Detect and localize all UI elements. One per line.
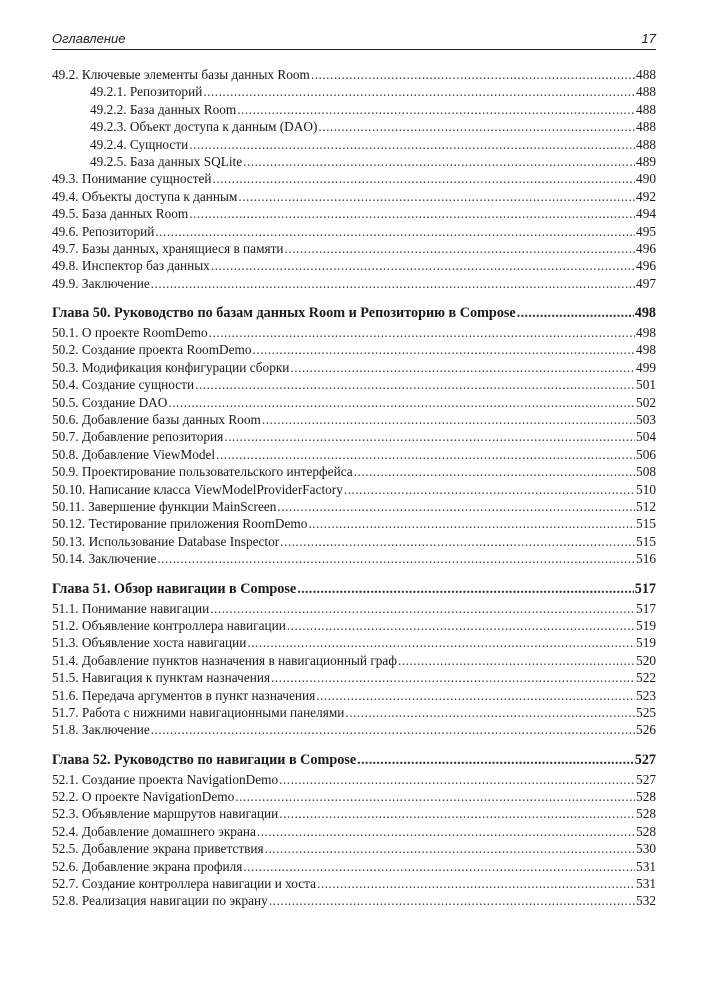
toc-entry-page-number: 494 [636, 206, 656, 222]
toc-entry-title: 51.7. Работа с нижними навигационными панелями [52, 704, 345, 720]
toc-entry-page-number: 532 [636, 893, 656, 909]
toc-entry[interactable] [52, 275, 656, 292]
toc-entry-page-number: 531 [636, 876, 656, 892]
dot-leader [357, 750, 634, 770]
toc-entry-title: 52.4. Добавление домашнего экрана [52, 823, 256, 839]
dot-leader [151, 721, 635, 738]
running-header [52, 29, 656, 50]
toc-entry-title: 50.13. Использование Database Inspector [52, 533, 280, 549]
toc-entry[interactable] [52, 600, 656, 617]
dot-leader [311, 66, 635, 83]
dot-leader [344, 481, 635, 498]
toc-entry-title: 49.9. Заключение [52, 275, 150, 291]
toc-entry[interactable] [52, 805, 656, 822]
dot-leader [277, 498, 635, 515]
dot-leader [253, 341, 636, 358]
toc-entry[interactable] [52, 170, 656, 187]
toc-entry[interactable] [52, 66, 656, 83]
toc-entry[interactable] [52, 498, 656, 515]
dot-leader [318, 118, 635, 135]
dot-leader [265, 840, 635, 857]
toc-entry-page-number: 515 [636, 516, 656, 532]
dot-leader [354, 463, 635, 480]
toc-entry-title: Глава 52. Руководство по навигации в Compose [52, 751, 357, 768]
toc-entry[interactable] [52, 394, 656, 411]
toc-entry-title: 49.2.4. Сущности [90, 136, 189, 152]
toc-entry[interactable] [52, 341, 656, 358]
toc-entry-title: 51.1. Понимание навигации [52, 600, 210, 616]
dot-leader [262, 411, 635, 428]
toc-entry-title: 51.4. Добавление пунктов назначения в навигационный граф [52, 652, 397, 668]
toc-entry-title: 50.8. Добавление ViewModel [52, 446, 216, 462]
toc-entry-title: 50.7. Добавление репозитория [52, 429, 224, 445]
dot-leader [224, 428, 635, 445]
toc-entry-page-number: 497 [636, 275, 656, 291]
dot-leader [195, 376, 635, 393]
toc-entry-page-number: 499 [636, 359, 656, 375]
toc-entry-page-number: 488 [636, 101, 656, 117]
toc-entry-page-number: 498 [636, 342, 656, 358]
header-section-title: Оглавление [52, 31, 126, 46]
toc-entry-title: 51.8. Заключение [52, 722, 150, 738]
toc-entry-title: 49.2.5. База данных SQLite [90, 153, 243, 169]
toc-entry-title: 50.10. Написание класса ViewModelProviderFactory [52, 481, 343, 497]
toc-entry-title: 51.6. Передача аргументов в пункт назначения [52, 687, 316, 703]
toc-entry[interactable] [52, 634, 656, 651]
toc-entry[interactable] [52, 771, 656, 788]
toc-entry[interactable] [52, 153, 656, 170]
dot-leader [189, 205, 635, 222]
toc-entry-title: 52.7. Создание контроллера навигации и хоста [52, 876, 317, 892]
toc-entry[interactable] [52, 788, 656, 805]
toc-entry-page-number: 517 [634, 580, 656, 597]
dot-leader [279, 805, 635, 822]
dot-leader [213, 170, 636, 187]
dot-leader [210, 600, 635, 617]
toc-entry[interactable] [52, 550, 656, 567]
dot-leader [157, 550, 635, 567]
dot-leader [287, 617, 635, 634]
toc-entry[interactable] [52, 223, 656, 240]
dot-leader [209, 324, 635, 341]
dot-leader [216, 446, 635, 463]
toc-entry[interactable] [52, 617, 656, 634]
dot-leader [235, 788, 635, 805]
toc-entry-page-number: 506 [636, 446, 656, 462]
toc-entry[interactable] [52, 652, 656, 669]
toc-entry-title: Глава 51. Обзор навигации в Compose [52, 580, 297, 597]
toc-entry-page-number: 504 [636, 429, 656, 445]
toc-entry-page-number: 489 [636, 153, 656, 169]
toc-entry-title: 52.3. Объявление маршрутов навигации [52, 806, 279, 822]
dot-leader [517, 303, 634, 323]
toc-entry-page-number: 523 [636, 687, 656, 703]
toc-entry[interactable] [52, 669, 656, 686]
dot-leader [316, 687, 635, 704]
toc-entry[interactable] [52, 687, 656, 704]
dot-leader [280, 533, 635, 550]
dot-leader [247, 634, 635, 651]
toc-entry-page-number: 503 [636, 412, 656, 428]
toc-chapter-entry[interactable] [52, 579, 656, 599]
dot-leader [271, 669, 635, 686]
toc-entry[interactable] [52, 359, 656, 376]
toc-chapter-entry[interactable] [52, 750, 656, 770]
dot-leader [285, 240, 636, 257]
toc-entry-title: 49.4. Объекты доступа к данным [52, 188, 238, 204]
toc-entry[interactable] [52, 118, 656, 135]
toc-entry-title: 51.5. Навигация к пунктам назначения [52, 670, 271, 686]
toc-entry-page-number: 527 [634, 751, 656, 768]
toc-entry[interactable] [52, 205, 656, 222]
toc-entry-page-number: 515 [636, 533, 656, 549]
toc-entry[interactable] [52, 858, 656, 875]
toc-entry-page-number: 488 [636, 136, 656, 152]
toc-entry[interactable] [52, 376, 656, 393]
toc-entry-title: 52.5. Добавление экрана приветствия [52, 841, 264, 857]
dot-leader [269, 892, 635, 909]
dot-leader [237, 101, 635, 118]
toc-entry-page-number: 510 [636, 481, 656, 497]
toc-entry-page-number: 522 [636, 670, 656, 686]
toc-entry-page-number: 526 [636, 722, 656, 738]
toc-entry-page-number: 516 [636, 551, 656, 567]
toc-entry-title: 50.1. О проекте RoomDemo [52, 325, 208, 341]
table-of-contents [52, 66, 656, 910]
dot-leader [238, 188, 635, 205]
toc-entry[interactable] [52, 515, 656, 532]
toc-entry-title: 50.9. Проектирование пользовательского интерфейса [52, 464, 353, 480]
toc-entry-page-number: 527 [636, 771, 656, 787]
toc-entry-title: 50.11. Завершение функции MainScreen [52, 498, 277, 514]
toc-entry-title: 49.2. Ключевые элементы базы данных Room [52, 67, 310, 82]
toc-entry-title: 50.14. Заключение [52, 551, 157, 567]
toc-chapter-entry[interactable] [52, 303, 656, 323]
toc-entry-title: 49.5. База данных Room [52, 206, 189, 222]
toc-entry-title: 49.2.1. Репозиторий [90, 84, 203, 100]
toc-entry-page-number: 531 [636, 858, 656, 874]
toc-entry-page-number: 512 [636, 498, 656, 514]
toc-entry[interactable] [52, 446, 656, 463]
dot-leader [398, 652, 635, 669]
dot-leader [290, 359, 635, 376]
toc-entry-page-number: 528 [636, 789, 656, 805]
dot-leader [257, 823, 635, 840]
toc-entry[interactable] [52, 481, 656, 498]
dot-leader [279, 771, 635, 788]
toc-entry-page-number: 488 [636, 119, 656, 135]
dot-leader [345, 704, 635, 721]
toc-entry-title: 49.8. Инспектор баз данных [52, 258, 210, 274]
toc-entry-title: 49.6. Репозиторий [52, 223, 155, 239]
toc-entry[interactable] [52, 892, 656, 909]
toc-entry[interactable] [52, 875, 656, 892]
toc-entry-title: 49.7. Базы данных, хранящиеся в памяти [52, 240, 284, 256]
toc-entry-page-number: 528 [636, 806, 656, 822]
toc-entry-page-number: 490 [636, 171, 656, 187]
dot-leader [203, 83, 635, 100]
toc-entry-title: 52.8. Реализация навигации по экрану [52, 893, 268, 909]
toc-entry-page-number: 492 [636, 188, 656, 204]
toc-entry-page-number: 501 [636, 377, 656, 393]
toc-entry-title: 52.6. Добавление экрана профиля [52, 858, 243, 874]
toc-entry[interactable] [52, 428, 656, 445]
toc-entry-page-number: 519 [636, 617, 656, 633]
toc-entry-page-number: 517 [636, 600, 656, 616]
toc-entry-page-number: 495 [636, 223, 656, 239]
toc-entry-page-number: 488 [636, 84, 656, 100]
toc-entry-page-number: 488 [636, 67, 656, 82]
toc-entry[interactable] [52, 324, 656, 341]
toc-entry[interactable] [52, 257, 656, 274]
toc-entry-title: 51.3. Объявление хоста навигации [52, 635, 247, 651]
dot-leader [243, 153, 635, 170]
toc-entry[interactable] [52, 840, 656, 857]
toc-entry-page-number: 502 [636, 394, 656, 410]
toc-entry-title: 50.2. Создание проекта RoomDemo [52, 342, 252, 358]
toc-entry[interactable] [52, 704, 656, 721]
toc-entry[interactable] [52, 823, 656, 840]
toc-entry-title: 50.4. Создание сущности [52, 377, 195, 393]
toc-entry-title: 52.2. О проекте NavigationDemo [52, 789, 235, 805]
toc-entry-title: 50.3. Модификация конфигурации сборки [52, 359, 290, 375]
toc-entry-page-number: 525 [636, 704, 656, 720]
dot-leader [308, 515, 635, 532]
toc-entry[interactable] [52, 188, 656, 205]
toc-entry[interactable] [52, 463, 656, 480]
toc-entry-page-number: 496 [636, 240, 656, 256]
toc-entry[interactable] [52, 101, 656, 118]
dot-leader [243, 858, 635, 875]
dot-leader [168, 394, 635, 411]
toc-entry-page-number: 528 [636, 823, 656, 839]
toc-entry-title: 50.6. Добавление базы данных Room [52, 412, 261, 428]
toc-entry-page-number: 519 [636, 635, 656, 651]
toc-entry-page-number: 520 [636, 652, 656, 668]
dot-leader [189, 136, 635, 153]
toc-entry-title: 49.2.2. База данных Room [90, 101, 237, 117]
dot-leader [151, 275, 635, 292]
toc-entry-title: 50.12. Тестирование приложения RoomDemo [52, 516, 308, 532]
toc-entry[interactable] [52, 136, 656, 153]
toc-entry-page-number: 498 [636, 325, 656, 341]
dot-leader [211, 257, 635, 274]
toc-entry-title: 49.3. Понимание сущностей [52, 171, 212, 187]
toc-entry-title: 52.1. Создание проекта NavigationDemo [52, 771, 279, 787]
toc-entry-title: 51.2. Объявление контроллера навигации [52, 617, 286, 633]
toc-entry-page-number: 498 [634, 305, 656, 322]
toc-entry[interactable] [52, 240, 656, 257]
toc-entry-page-number: 508 [636, 464, 656, 480]
dot-leader [297, 579, 633, 599]
toc-entry[interactable] [52, 83, 656, 100]
toc-entry-title: 49.2.3. Объект доступа к данным (DAO) [90, 119, 318, 135]
toc-entry-page-number: 496 [636, 258, 656, 274]
toc-entry-title: Глава 50. Руководство по базам данных Room и Репозиторию в Compose [52, 305, 516, 322]
toc-entry[interactable] [52, 533, 656, 550]
toc-entry[interactable] [52, 721, 656, 738]
toc-entry-page-number: 530 [636, 841, 656, 857]
header-page-number: 17 [641, 31, 656, 46]
toc-entry-title: 50.5. Создание DAO [52, 394, 168, 410]
toc-entry[interactable] [52, 411, 656, 428]
dot-leader [155, 223, 635, 240]
dot-leader [317, 875, 635, 892]
